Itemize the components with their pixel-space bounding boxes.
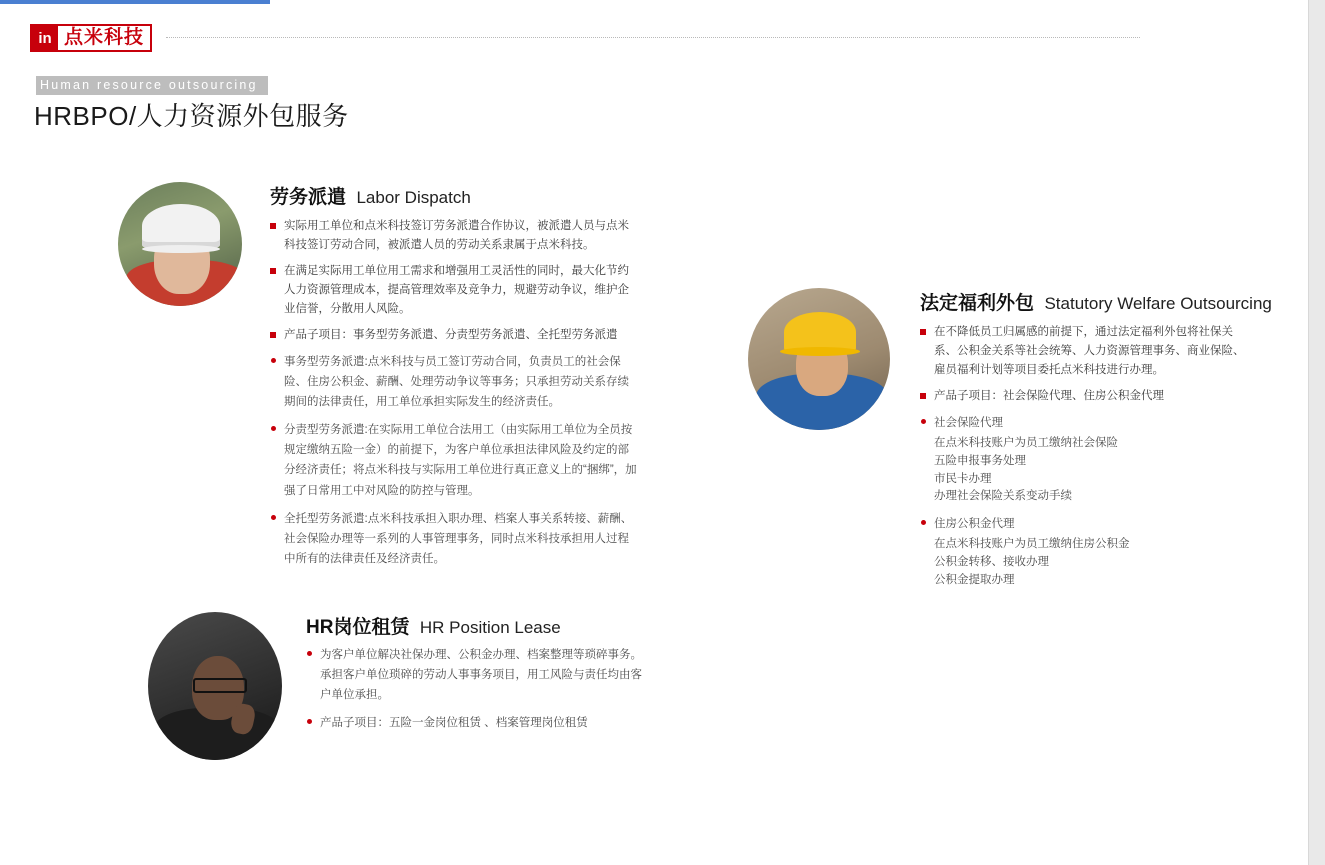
sub-group-line: 市民卡办理 <box>934 472 992 485</box>
right-margin-strip <box>1308 0 1325 865</box>
sub-bullet-list <box>306 645 648 734</box>
section-title-hr-position-lease <box>306 612 648 639</box>
sub-group-line: 在点米科技账户为员工缴纳社会保险 <box>934 437 1118 449</box>
bullet-list <box>270 217 638 345</box>
section-title-cn: HR岗位租赁 <box>306 617 410 638</box>
list-item: 在满足实际用工单位用工需求和增强用工灵活性的同时，最大化节约人力资源管理成本，提高管理效率及竞争力，规避劳动争议，维护企业信誉，分散用人风险。 <box>270 262 638 319</box>
section-title-en: HR Position Lease <box>419 618 561 637</box>
section-labor-dispatch <box>118 182 638 577</box>
section-title-en: Labor Dispatch <box>356 188 471 207</box>
sub-bullet-list <box>920 413 1248 590</box>
list-item: 全托型劳务派遣:点米科技承担入职办理、档案人事关系转接、薪酬、社会保险办理等一系列的人事管理事务，同时点米科技承担用人过程中所有的法律责任及经济责任。 <box>270 509 638 569</box>
section-statutory-welfare <box>748 288 1272 598</box>
section-title-cn: 劳务派遣 <box>270 187 347 208</box>
header-dotted-rule <box>166 37 1140 39</box>
list-item: 分责型劳务派遣:在实际用工单位合法用工（由实际用工单位为全员按规定缴纳五险一金）的前提下，为客户单位承担法律风险及约定的部分经济责任；将点米科技与实际用工单位进行真正意义上的“捆绑”，加强了日常用工中对风险的防控与管理。 <box>270 420 638 501</box>
man-with-glasses-on-phone-photo <box>148 612 282 760</box>
list-item <box>920 413 1248 506</box>
sub-group-line: 公积金提取办理 <box>934 574 1015 586</box>
man-in-yellow-hardhat-photo <box>748 288 890 430</box>
woman-in-white-hardhat-photo <box>118 182 242 306</box>
section-hr-position-lease <box>148 612 648 742</box>
sub-group-line: 五险申报事务处理 <box>934 454 1026 467</box>
sub-bullet-list <box>270 352 638 569</box>
brand-logo <box>30 24 152 52</box>
section-title-labor-dispatch <box>270 182 638 209</box>
list-item: 产品子项目：五险一金岗位租赁 、档案管理岗位租赁 <box>306 713 648 733</box>
list-item: 产品子项目：事务型劳务派遣、分责型劳务派遣、全托型劳务派遣 <box>270 326 638 345</box>
list-item: 产品子项目：社会保险代理、住房公积金代理 <box>920 387 1248 406</box>
list-item: 事务型劳务派遣:点米科技与员工签订劳动合同，负责员工的社会保险、住房公积金、薪酬、处理劳动争议等事务；只承担劳动关系存续期间的法律责任，用工单位承担实际发生的经济责任。 <box>270 352 638 412</box>
list-item: 为客户单位解决社保办理、公积金办理、档案整理等琐碎事务。承担客户单位琐碎的劳动人事事务项目，用工风险与责任均由客户单位承担。 <box>306 645 648 705</box>
list-item: 在不降低员工归属感的前提下，通过法定福利外包将社保关系、公积金关系等社会统筹、人力资源管理事务、商业保险、雇员福利计划等项目委托点米科技进行办理。 <box>920 323 1248 380</box>
page-eyebrow: Human resource outsourcing <box>36 76 268 95</box>
section-title-statutory-welfare <box>920 288 1272 315</box>
sub-group-line: 办理社会保险关系变动手续 <box>934 490 1072 503</box>
brand-name: 点米科技 <box>64 27 145 48</box>
list-item <box>920 514 1248 590</box>
section-title-en: Statutory Welfare Outsourcing <box>1044 294 1272 313</box>
top-progress-bar <box>0 0 270 4</box>
sub-group-line: 在点米科技账户为员工缴纳住房公积金 <box>934 538 1130 551</box>
list-item: 实际用工单位和点米科技签订劳务派遣合作协议，被派遣人员与点米科技签订劳动合同，被派遣人员的劳动关系隶属于点米科技。 <box>270 217 638 255</box>
brand-mark-icon: in <box>32 26 58 50</box>
page-title: HRBPO/人力资源外包服务 <box>34 101 349 131</box>
sub-group-head: 社会保险代理 <box>934 416 1003 429</box>
sub-group-line: 公积金转移、接收办理 <box>934 556 1049 569</box>
bullet-list <box>920 323 1248 406</box>
sub-group-head: 住房公积金代理 <box>934 518 1015 531</box>
section-title-cn: 法定福利外包 <box>920 293 1035 314</box>
brand-logo-row <box>30 24 1140 52</box>
